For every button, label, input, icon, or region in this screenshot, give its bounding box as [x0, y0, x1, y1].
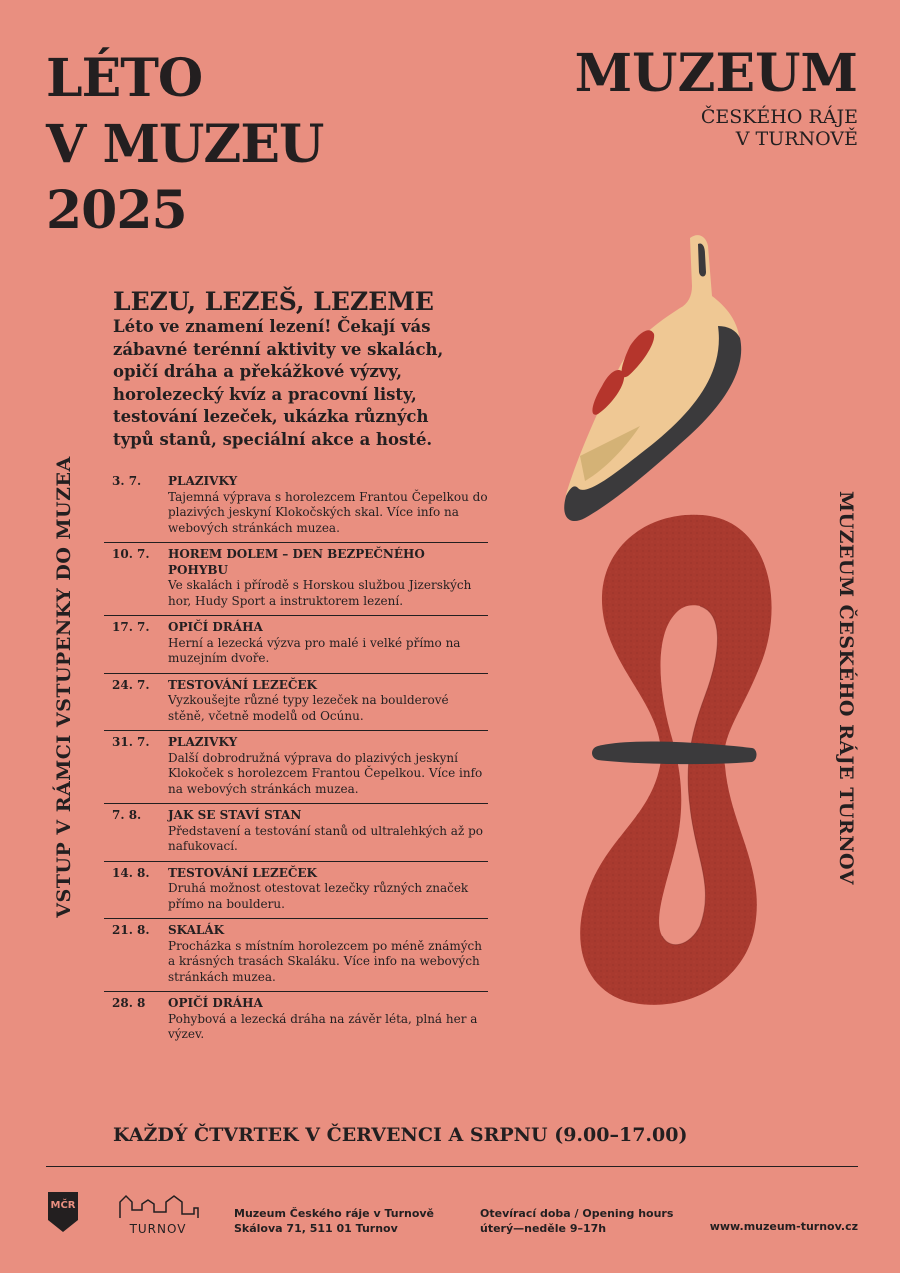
event-row	[104, 616, 488, 674]
event-desc: Druhá možnost otestovat lezečky různých značek přímo na boulderu.	[168, 881, 469, 911]
event-date: 28. 8	[112, 996, 146, 1010]
museum-sub-1: ČESKÉHO RÁJE	[700, 106, 858, 128]
intro-text: Léto ve znamení lezení! Čekají vás zábavné terénní aktivity ve skalách, opičí dráha a překážkové výzvy, horolezecký kvíz a pracovní listy, testování lezeček, ukázka různých typů stanů, speciální akce a hosté.	[113, 317, 444, 449]
address-line-2: Skálova 71, 511 01 Turnov	[234, 1222, 398, 1235]
event-row	[104, 674, 488, 732]
event-date: 24. 7.	[112, 677, 150, 692]
hours-line-1: Otevírací doba / Opening hours	[480, 1207, 674, 1220]
mcr-logo-text: MČR	[50, 1200, 76, 1211]
climbing-illustration	[540, 226, 800, 1036]
website-link[interactable]: www.muzeum-turnov.cz	[709, 1220, 858, 1233]
event-name: HOREM DOLEM – DEN BEZPEČNÉHO POHYBU	[168, 547, 425, 577]
mcr-logo-icon	[46, 1190, 80, 1234]
event-row	[104, 919, 488, 992]
footer-divider	[46, 1166, 858, 1167]
event-desc: Vyzkoušejte různé typy lezeček na boulderové stěně, včetně modelů od Ocúnu.	[168, 693, 449, 723]
turnov-logo-icon	[118, 1192, 200, 1236]
event-name: TESTOVÁNÍ LEZEČEK	[168, 677, 317, 692]
intro-heading: LEZU, LEZEŠ, LEZEME	[113, 287, 434, 316]
event-desc: Další dobrodružná výprava do plazivých jeskyní Klokoček s horolezcem Frantou Čepelkou. Více info na webových stránkách muzea.	[168, 750, 483, 796]
event-date: 14. 8.	[112, 865, 150, 880]
address-line-1: Muzeum Českého ráje v Turnově	[234, 1207, 435, 1220]
event-date: 17. 7.	[112, 620, 150, 634]
title-line-2: V MUZEU	[46, 114, 324, 175]
event-name: JAK SE STAVÍ STAN	[168, 808, 302, 822]
intro-block	[113, 288, 473, 451]
footer	[46, 1186, 858, 1236]
event-date: 21. 8.	[112, 923, 150, 937]
event-name: OPIČÍ DRÁHA	[168, 996, 263, 1010]
side-text-right-wrap	[828, 490, 864, 885]
event-row	[104, 992, 488, 1049]
event-name: PLAZIVKY	[168, 735, 238, 749]
event-list	[104, 470, 488, 1049]
turnov-logo-text: TURNOV	[129, 1222, 187, 1236]
event-desc: Herní a lezecká výzva pro malé i velké přímo na muzejním dvoře.	[168, 635, 461, 665]
event-desc: Tajemná výprava s horolezcem Frantou Čepelkou do plazivých jeskyní Klokočských skal. Více info na webových stránkách muzea.	[168, 489, 488, 535]
side-text-left-wrap	[46, 456, 82, 918]
rope-coil-icon	[580, 515, 771, 1005]
event-name: OPIČÍ DRÁHA	[168, 620, 263, 634]
event-row	[104, 804, 488, 862]
museum-address	[234, 1206, 434, 1236]
museum-name: MUZEUM	[574, 43, 858, 104]
event-name: TESTOVÁNÍ LEZEČEK	[168, 865, 317, 880]
title-line-3: 2025	[46, 180, 187, 241]
museum-sub-2: V TURNOVĚ	[735, 128, 858, 150]
event-date: 31. 7.	[112, 735, 150, 749]
event-desc: Procházka s místním horolezcem po méně známých a krásných trasách Skaláku. Více info na webových stránkách muzea.	[168, 938, 482, 984]
event-name: SKALÁK	[168, 923, 225, 937]
event-desc: Představení a testování stanů od ultralehkých až po nafukovací.	[168, 823, 483, 853]
event-date: 10. 7.	[112, 547, 150, 561]
title-line-1: LÉTO	[46, 48, 203, 109]
event-row	[104, 862, 488, 920]
event-date: 3. 7.	[112, 474, 142, 488]
event-row	[104, 470, 488, 543]
opening-hours	[480, 1206, 673, 1236]
event-row	[104, 543, 488, 616]
every-thursday-note: KAŽDÝ ČTVRTEK V ČERVENCI A SRPNU (9.00–17.00)	[113, 1124, 688, 1146]
museum-header	[575, 44, 858, 150]
hours-line-2: úterý—neděle 9–17h	[480, 1222, 607, 1235]
side-text-left: VSTUP V RÁMCI VSTUPENKY DO MUZEA	[53, 456, 75, 918]
poster-title	[46, 46, 323, 244]
climbing-shoe-icon	[564, 235, 741, 521]
event-name: PLAZIVKY	[168, 474, 238, 488]
event-date: 7. 8.	[112, 808, 142, 822]
event-row	[104, 731, 488, 804]
side-text-right: MUZEUM ČESKÉHO RÁJE TURNOV	[835, 490, 857, 885]
event-desc: Ve skalách i přírodě s Horskou službou Jizerských hor, Hudy Sport a instruktorem lezení.	[168, 578, 472, 608]
event-desc: Pohybová a lezecká dráha na závěr léta, plná her a výzev.	[168, 1011, 478, 1041]
